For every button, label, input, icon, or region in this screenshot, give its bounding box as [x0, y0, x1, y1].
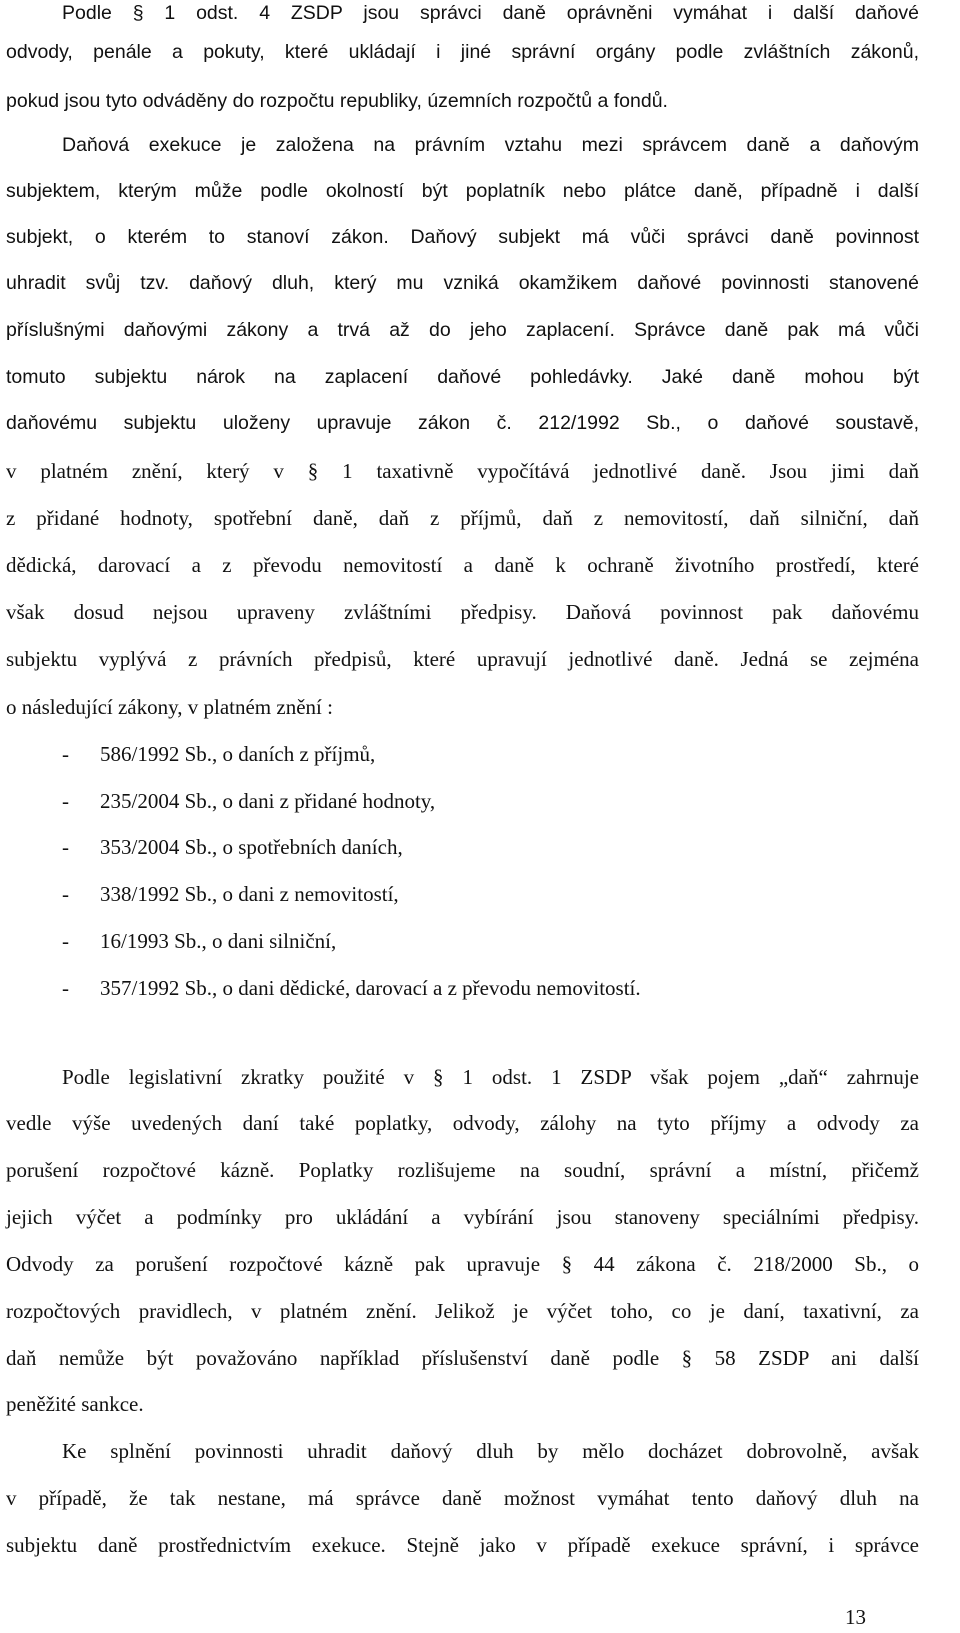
paragraph-line: o následující zákony, v platném znění :	[6, 695, 333, 719]
paragraph-line: odvody, penále a pokuty, které ukládají i jiné správní orgány podle zvláštních zákonů,	[6, 41, 919, 63]
list-item	[62, 975, 641, 1001]
paragraph-line: Daňová exekuce je založena na právním vztahu mezi správcem daně a daňovým	[62, 134, 919, 156]
paragraph-line: porušení rozpočtové kázně. Poplatky rozlišujeme na soudní, správní a místní, přičemž	[6, 1158, 919, 1182]
paragraph-line: uhradit svůj tzv. daňový dluh, který mu vzniká okamžikem daňové povinnosti stanovené	[6, 272, 919, 294]
paragraph-line: daň nemůže být považováno například příslušenství daně podle § 58 ZSDP ani další	[6, 1346, 919, 1370]
paragraph-line: subjektu daně prostřednictvím exekuce. Stejně jako v případě exekuce správní, i správce	[6, 1533, 919, 1557]
paragraph-line: subjektem, kterým může podle okolností být poplatník nebo plátce daně, případně i další	[6, 180, 919, 202]
paragraph-line: daňovému subjektu uloženy upravuje zákon č. 212/1992 Sb., o daňové soustavě,	[6, 412, 919, 434]
list-item	[62, 928, 336, 954]
paragraph-line: rozpočtových pravidlech, v platném znění. Jelikož je výčet toho, co je daní, taxativní, za	[6, 1299, 919, 1323]
list-bullet: -	[62, 835, 69, 859]
list-bullet: -	[62, 742, 69, 766]
paragraph-line: tomuto subjektu nárok na zaplacení daňové pohledávky. Jaké daně mohou být	[6, 366, 919, 388]
paragraph-line: dědická, darovací a z převodu nemovitostí a daně k ochraně životního prostředí, které	[6, 553, 919, 577]
list-item	[62, 741, 375, 767]
list-item-text: 357/1992 Sb., o dani dědické, darovací a z převodu nemovitostí.	[100, 976, 641, 1000]
paragraph-line: v případě, že tak nestane, má správce daně možnost vymáhat tento daňový dluh na	[6, 1486, 919, 1510]
list-item-text: 338/1992 Sb., o dani z nemovitostí,	[100, 882, 399, 906]
list-bullet: -	[62, 882, 69, 906]
paragraph-line: subjekt, o kterém to stanoví zákon. Daňový subjekt má vůči správci daně povinnost	[6, 226, 919, 248]
list-bullet: -	[62, 929, 69, 953]
page-number: 13	[845, 1605, 866, 1629]
paragraph-line: vedle výše uvedených daní také poplatky, odvody, zálohy na tyto příjmy a odvody za	[6, 1111, 919, 1135]
paragraph-line: Ke splnění povinnosti uhradit daňový dluh by mělo docházet dobrovolně, avšak	[62, 1439, 919, 1463]
list-bullet: -	[62, 789, 69, 813]
list-item	[62, 881, 399, 907]
paragraph-line: pokud jsou tyto odváděny do rozpočtu republiky, územních rozpočtů a fondů.	[6, 90, 668, 112]
paragraph-line: Podle legislativní zkratky použité v § 1 odst. 1 ZSDP však pojem „daň“ zahrnuje	[62, 1065, 919, 1089]
paragraph-line: peněžité sankce.	[6, 1392, 144, 1416]
list-item-text: 235/2004 Sb., o dani z přidané hodnoty,	[100, 789, 436, 813]
paragraph-line: však dosud nejsou upraveny zvláštními předpisy. Daňová povinnost pak daňovému	[6, 600, 919, 624]
paragraph-line: jejich výčet a podmínky pro ukládání a vybírání jsou stanoveny speciálními předpisy.	[6, 1205, 919, 1229]
list-item	[62, 834, 403, 860]
list-item	[62, 788, 435, 814]
list-item-text: 353/2004 Sb., o spotřebních daních,	[100, 835, 403, 859]
paragraph-line: Podle § 1 odst. 4 ZSDP jsou správci daně oprávněni vymáhat i další daňové	[62, 2, 919, 24]
paragraph-line: subjektu vyplývá z právních předpisů, které upravují jednotlivé daně. Jedná se zejména	[6, 647, 919, 671]
list-item-text: 16/1993 Sb., o dani silniční,	[100, 929, 337, 953]
paragraph-line: příslušnými daňovými zákony a trvá až do jeho zaplacení. Správce daně pak má vůči	[6, 319, 919, 341]
paragraph-line: v platném znění, který v § 1 taxativně vypočítává jednotlivé daně. Jsou jimi daň	[6, 459, 919, 483]
paragraph-line: z přidané hodnoty, spotřební daně, daň z příjmů, daň z nemovitostí, daň silniční, daň	[6, 506, 919, 530]
list-bullet: -	[62, 976, 69, 1000]
paragraph-line: Odvody za porušení rozpočtové kázně pak upravuje § 44 zákona č. 218/2000 Sb., o	[6, 1252, 919, 1276]
list-item-text: 586/1992 Sb., o daních z příjmů,	[100, 742, 376, 766]
